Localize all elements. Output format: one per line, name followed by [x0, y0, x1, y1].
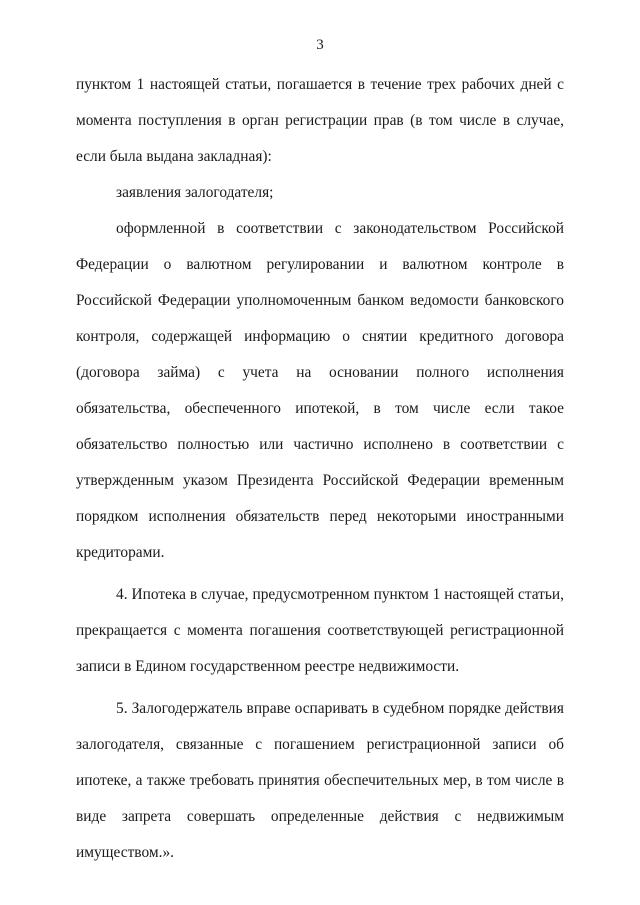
paragraph-pledgor-application: заявления залогодателя;: [116, 184, 274, 201]
document-body: [76, 67, 564, 871]
paragraph-continuation: пунктом 1 настоящей статьи, погашается в течение трех рабочих дней с момента поступления в орган регистрации прав (в том числе в случае, если была выдана закладная):: [76, 76, 564, 165]
page-number: 3: [316, 37, 324, 53]
paragraph-item-5: 5. Залогодержатель вправе оспаривать в судебном порядке действия залогодателя, связанные с погашением регистрационной записи об ипотеке, а также требовать принятия обеспечительных мер, в том числе в виде запрета совершать определенные действия с недвижимым имуществом.».: [76, 700, 564, 861]
paragraph-item-4: 4. Ипотека в случае, предусмотренном пунктом 1 настоящей статьи, прекращается с момента погашения соответствующей регистрационной записи в Едином государственном реестре недвижимости.: [76, 586, 564, 675]
paragraph-bank-control-statement: оформленной в соответствии с законодательством Российской Федерации о валютном регулировании и валютном контроле в Российской Федерации уполномоченным банком ведомости банковского контроля, содержащей информацию о снятии кредитного договора (договора займа) с учета на основании полного исполнения обязательства, обеспеченного ипотекой, в том числе если такое обязательство полностью или частично исполнено в соответствии с утвержденным указом Президента Российской Федерации временным порядком исполнения обязательств перед некоторыми иностранными кредиторами.: [76, 220, 564, 561]
